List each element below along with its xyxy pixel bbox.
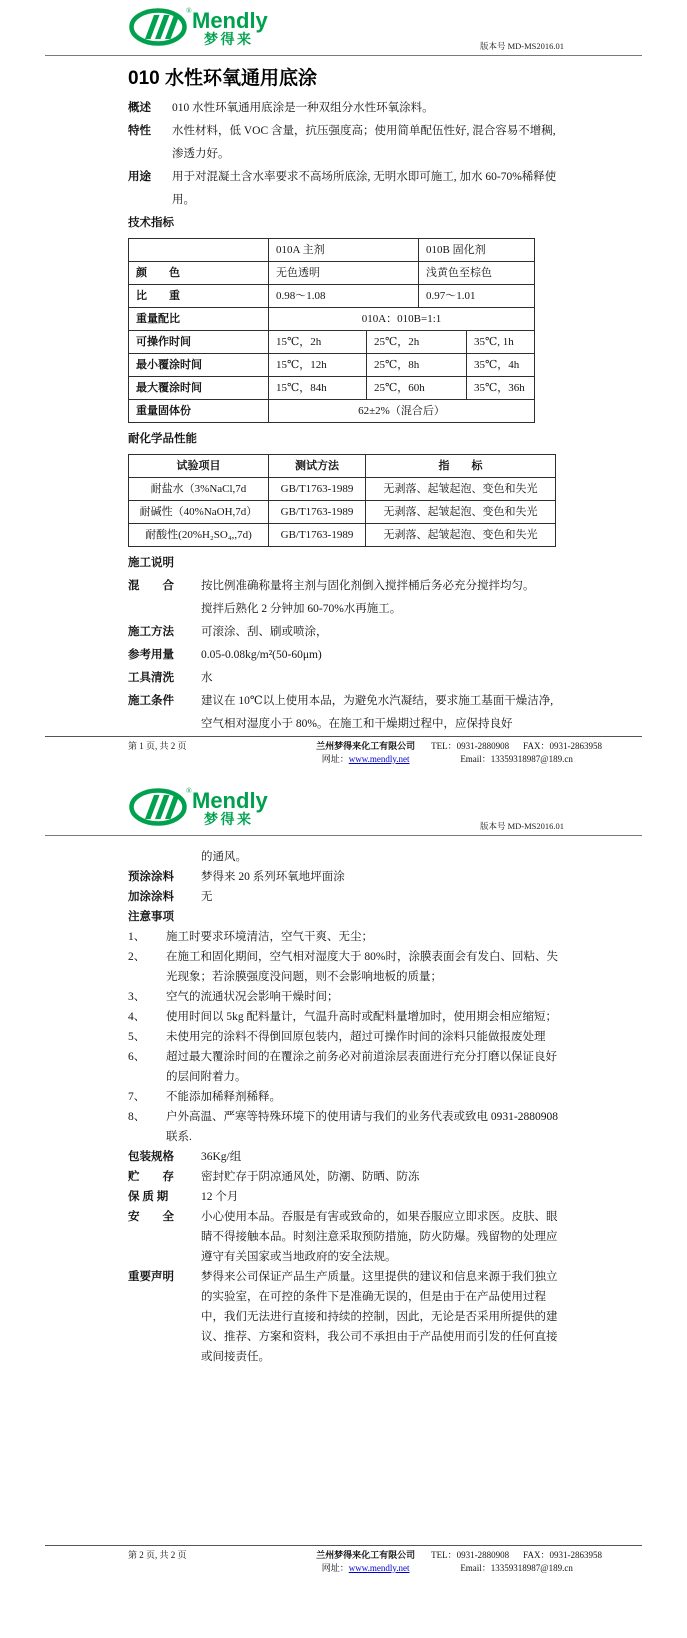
version-label: 版本号 MD-MS2016.01 bbox=[479, 821, 564, 831]
note-number: 6、 bbox=[128, 1051, 146, 1063]
table-cell: 010A 主剂 bbox=[269, 239, 419, 262]
table-cell: 最大覆涂时间 bbox=[129, 377, 269, 400]
table-cell: 无剥落、起皱起泡、变色和失光 bbox=[366, 501, 556, 524]
note-item bbox=[128, 1007, 637, 1027]
section-text: 梦得来公司保证产品生产质量。这里提供的建议和信息来源于我们独立的实验室，在可控的条件下是准确无误的，但是由于在产品使用过程中，我们无法进行直接和持续的控制，因此，无论是否采用所提供的建议、推荐、方案和资料，我公司不承担由于产品使用而引发的任何直接或间接责任。 bbox=[201, 1271, 558, 1363]
section-features bbox=[128, 120, 637, 166]
table-cell: 耐盐水（3%NaCl,7d bbox=[129, 478, 269, 501]
table-cell: 0.98～1.08 bbox=[269, 285, 419, 308]
version-label: 版本号 MD-MS2016.01 bbox=[479, 41, 564, 51]
table-cell: 25℃，8h bbox=[367, 354, 467, 377]
table-row bbox=[129, 308, 535, 331]
section-label: 包装规格 bbox=[128, 1151, 174, 1163]
note-item bbox=[128, 1107, 637, 1147]
section-storage bbox=[128, 1167, 637, 1187]
note-text: 超过最大覆涂时间的在覆涂之前务必对前道涂层表面进行充分打磨以保证良好的层间附着力。 bbox=[166, 1051, 557, 1083]
page1-footer bbox=[45, 736, 642, 765]
table-cell: 25℃，60h bbox=[367, 377, 467, 400]
note-text: 空气的流通状况会影响干燥时间； bbox=[166, 991, 339, 1003]
section-application-method bbox=[128, 621, 637, 644]
table-cell: 010A：010B=1:1 bbox=[269, 308, 535, 331]
table-cell: 35℃, 1h bbox=[467, 331, 535, 354]
section-text: 可滚涂、刮、刷或喷涂， bbox=[201, 626, 328, 638]
table-cell bbox=[129, 239, 269, 262]
construction-heading: 施工说明 bbox=[128, 557, 174, 569]
footer-email: Email：13359318987@189.cn bbox=[460, 1562, 573, 1573]
brand-name-en: Mendly bbox=[192, 8, 268, 33]
section-text: 的通风。 bbox=[201, 851, 247, 863]
brand-logo-icon bbox=[128, 5, 288, 47]
footer-contact-block bbox=[431, 1549, 602, 1574]
page-title: 010 水性环氧通用底涂 bbox=[128, 68, 317, 89]
section-label: 保 质 期 bbox=[128, 1191, 169, 1203]
footer-fax: FAX：0931-2863958 bbox=[523, 741, 602, 751]
section-shelf-life bbox=[128, 1187, 637, 1207]
section-text: 0.05-0.08kg/m²(50-60μm) bbox=[201, 649, 322, 661]
note-text: 户外高温、严寒等特殊环境下的使用请与我们的业务代表或致电 0931-2880908 联系. bbox=[166, 1111, 558, 1143]
section-text: 小心使用本品。吞服是有害或致命的，如果吞服应立即求医。皮肤、眼睛不得接触本品。时刻注意采取预防措施，防火防爆。残留物的处理应遵守有关国家或当地政府的安全法规。 bbox=[201, 1211, 558, 1263]
footer-website-link[interactable]: www.mendly.net bbox=[348, 1562, 410, 1573]
tech-specs-heading: 技术指标 bbox=[128, 217, 174, 229]
footer-tel: TEL：0931-2880908 bbox=[431, 1550, 510, 1560]
section-label: 特性 bbox=[128, 125, 151, 137]
table-row bbox=[129, 524, 556, 547]
section-overcoat bbox=[128, 887, 637, 907]
footer-web-label: 网址： bbox=[321, 1562, 349, 1573]
page-1 bbox=[0, 0, 687, 780]
logo-m-stripes-icon bbox=[145, 795, 180, 819]
table-cell: 15℃，84h bbox=[269, 377, 367, 400]
table-row bbox=[129, 377, 535, 400]
table-cell: 62±2%（混合后） bbox=[269, 400, 535, 423]
table-cell: 15℃，2h bbox=[269, 331, 367, 354]
page2-content bbox=[128, 847, 637, 1367]
footer-page-number: 第 2 页, 共 2 页 bbox=[128, 1550, 187, 1560]
section-tool-cleaning bbox=[128, 667, 637, 690]
brand-logo bbox=[128, 5, 288, 52]
table-cell: 比 重 bbox=[129, 285, 269, 308]
section-disclaimer bbox=[128, 1267, 637, 1367]
table-cell: 测试方法 bbox=[269, 455, 366, 478]
section-label: 加涂涂料 bbox=[128, 891, 174, 903]
table-row bbox=[129, 262, 535, 285]
table-row bbox=[129, 331, 535, 354]
section-text bbox=[201, 575, 563, 621]
table-cell: 重量配比 bbox=[129, 308, 269, 331]
note-text: 不能添加稀释剂稀释。 bbox=[166, 1091, 281, 1103]
section-label: 混 合 bbox=[128, 580, 174, 592]
section-precoat bbox=[128, 867, 637, 887]
logo-m-stripes-icon bbox=[145, 15, 180, 39]
table-cell: 耐酸性(20%H₂SO₄,,7d) bbox=[129, 524, 269, 547]
section-text: 12 个月 bbox=[201, 1191, 239, 1203]
chem-resistance-heading: 耐化学品性能 bbox=[128, 433, 197, 445]
brand-logo-icon bbox=[128, 785, 288, 827]
note-text: 施工时要求环境清洁，空气干爽、无尘； bbox=[166, 931, 373, 943]
section-mixing bbox=[128, 575, 637, 621]
note-number: 4、 bbox=[128, 1011, 146, 1023]
footer-contact-block bbox=[431, 740, 602, 765]
footer-web-line bbox=[316, 1562, 415, 1575]
footer-fax: FAX：0931-2863958 bbox=[523, 1550, 602, 1560]
table-cell: 无色透明 bbox=[269, 262, 419, 285]
note-text: 在施工和固化期间，空气相对湿度大于 80%时，涂膜表面会有发白、回粘、失光现象；若涂膜强度没问题，则不会影响地板的质量； bbox=[166, 951, 558, 983]
footer-web-line bbox=[316, 753, 415, 766]
table-row bbox=[129, 478, 556, 501]
note-item bbox=[128, 927, 637, 947]
section-label: 施工方法 bbox=[128, 626, 174, 638]
section-text: 水 bbox=[201, 672, 213, 684]
footer-company-block bbox=[316, 740, 415, 765]
table-cell: 无剥落、起皱起泡、变色和失光 bbox=[366, 524, 556, 547]
brand-name-cn: 梦得来 bbox=[204, 813, 254, 827]
footer-page-number: 第 1 页, 共 2 页 bbox=[128, 741, 187, 751]
table-row bbox=[129, 501, 556, 524]
table-row bbox=[129, 400, 535, 423]
footer-phone-line bbox=[431, 1549, 602, 1562]
section-label: 施工条件 bbox=[128, 695, 174, 707]
table-cell: GB/T1763-1989 bbox=[269, 524, 366, 547]
table-cell: GB/T1763-1989 bbox=[269, 501, 366, 524]
section-label: 参考用量 bbox=[128, 649, 174, 661]
section-text: 36Kg/组 bbox=[201, 1151, 242, 1163]
page1-content bbox=[128, 56, 637, 736]
page-2 bbox=[0, 780, 687, 1638]
footer-tel: TEL：0931-2880908 bbox=[431, 741, 510, 751]
footer-website-link[interactable]: www.mendly.net bbox=[348, 753, 410, 764]
logo-registered-mark: ® bbox=[186, 786, 192, 795]
table-cell: 无剥落、起皱起泡、变色和失光 bbox=[366, 478, 556, 501]
footer-company-block bbox=[316, 1549, 415, 1574]
note-number: 1、 bbox=[128, 931, 146, 943]
section-packaging bbox=[128, 1147, 637, 1167]
section-overview bbox=[128, 97, 637, 120]
section-label: 工具清洗 bbox=[128, 672, 174, 684]
table-cell: 耐碱性（40%NaOH,7d） bbox=[129, 501, 269, 524]
chem-resistance-table bbox=[128, 454, 556, 547]
table-cell: 010B 固化剂 bbox=[419, 239, 535, 262]
table-cell: 0.97～1.01 bbox=[419, 285, 535, 308]
section-label: 预涂涂料 bbox=[128, 871, 174, 883]
page-header bbox=[45, 780, 642, 836]
table-cell: 试验项目 bbox=[129, 455, 269, 478]
table-cell: 35℃，4h bbox=[467, 354, 535, 377]
note-item bbox=[128, 1047, 637, 1087]
section-safety bbox=[128, 1207, 637, 1267]
table-cell: 重量固体份 bbox=[129, 400, 269, 423]
section-text: 无 bbox=[201, 891, 213, 903]
note-item bbox=[128, 1087, 637, 1107]
notes-heading: 注意事项 bbox=[128, 911, 174, 923]
section-continuation bbox=[128, 847, 637, 867]
note-item bbox=[128, 947, 637, 987]
note-number: 8、 bbox=[128, 1111, 146, 1123]
note-number: 5、 bbox=[128, 1031, 146, 1043]
section-label: 概述 bbox=[128, 102, 151, 114]
section-text-line: 搅拌后熟化 2 分钟加 60-70%水再施工。 bbox=[201, 603, 402, 615]
note-text: 未使用完的涂料不得倒回原包装内，超过可操作时间的涂料只能做报废处理 bbox=[166, 1031, 546, 1043]
footer-company: 兰州梦得来化工有限公司 bbox=[316, 1550, 416, 1560]
section-text: 梦得来 20 系列环氧地坪面涂 bbox=[201, 871, 345, 883]
note-item bbox=[128, 1027, 637, 1047]
table-cell: 可操作时间 bbox=[129, 331, 269, 354]
table-cell: 指 标 bbox=[366, 455, 556, 478]
tech-specs-table bbox=[128, 238, 535, 423]
brand-logo bbox=[128, 785, 288, 832]
brand-name-cn: 梦得来 bbox=[204, 33, 254, 47]
note-number: 7、 bbox=[128, 1091, 146, 1103]
section-label: 贮 存 bbox=[128, 1171, 174, 1183]
note-number: 2、 bbox=[128, 951, 146, 963]
brand-name-en: Mendly bbox=[192, 788, 268, 813]
table-row bbox=[129, 285, 535, 308]
notes-list bbox=[128, 927, 637, 1147]
section-text: 用于对混凝土含水率要求不高场所底涂, 无明水即可施工, 加水 60-70%稀释使用。 bbox=[172, 171, 557, 206]
footer-company: 兰州梦得来化工有限公司 bbox=[316, 741, 416, 751]
section-text: 密封贮存于阴凉通风处，防潮、防晒、防冻 bbox=[201, 1171, 420, 1183]
section-text: 建议在 10℃以上使用本品，为避免水汽凝结，要求施工基面干燥洁净, 空气相对湿度小于 80%。在施工和干燥期过程中，应保持良好 bbox=[201, 695, 554, 730]
table-row bbox=[129, 354, 535, 377]
page-header bbox=[45, 0, 642, 56]
section-text-line: 按比例准确称量将主剂与固化剂倒入搅拌桶后务必充分搅拌均匀。 bbox=[201, 580, 535, 592]
section-usage bbox=[128, 166, 637, 212]
footer-phone-line bbox=[431, 740, 602, 753]
section-label: 用途 bbox=[128, 171, 151, 183]
section-label: 安 全 bbox=[128, 1211, 174, 1223]
section-text: 水性材料，低 VOC 含量，抗压强度高；使用简单配伍性好, 混合容易不增稠, 渗透力好。 bbox=[172, 125, 556, 160]
section-label bbox=[128, 847, 201, 867]
note-item bbox=[128, 987, 637, 1007]
table-row bbox=[129, 239, 535, 262]
footer-email: Email：13359318987@189.cn bbox=[460, 753, 573, 764]
section-text: 010 水性环氧通用底涂是一种双组分水性环氧涂料。 bbox=[172, 102, 434, 114]
footer-web-label: 网址： bbox=[321, 753, 349, 764]
table-cell: 15℃，12h bbox=[269, 354, 367, 377]
table-cell: 颜 色 bbox=[129, 262, 269, 285]
table-cell: GB/T1763-1989 bbox=[269, 478, 366, 501]
table-cell: 最小覆涂时间 bbox=[129, 354, 269, 377]
logo-registered-mark: ® bbox=[186, 6, 192, 15]
table-cell: 35℃，36h bbox=[467, 377, 535, 400]
section-label: 重要声明 bbox=[128, 1271, 174, 1283]
table-cell: 浅黄色至棕色 bbox=[419, 262, 535, 285]
note-text: 使用时间以 5kg 配料量计，气温升高时或配料量增加时，使用期会相应缩短； bbox=[166, 1011, 557, 1023]
section-reference-dosage bbox=[128, 644, 637, 667]
table-cell: 25℃，2h bbox=[367, 331, 467, 354]
note-number: 3、 bbox=[128, 991, 146, 1003]
page2-footer bbox=[45, 1545, 642, 1574]
section-application-conditions bbox=[128, 690, 637, 736]
table-row bbox=[129, 455, 556, 478]
